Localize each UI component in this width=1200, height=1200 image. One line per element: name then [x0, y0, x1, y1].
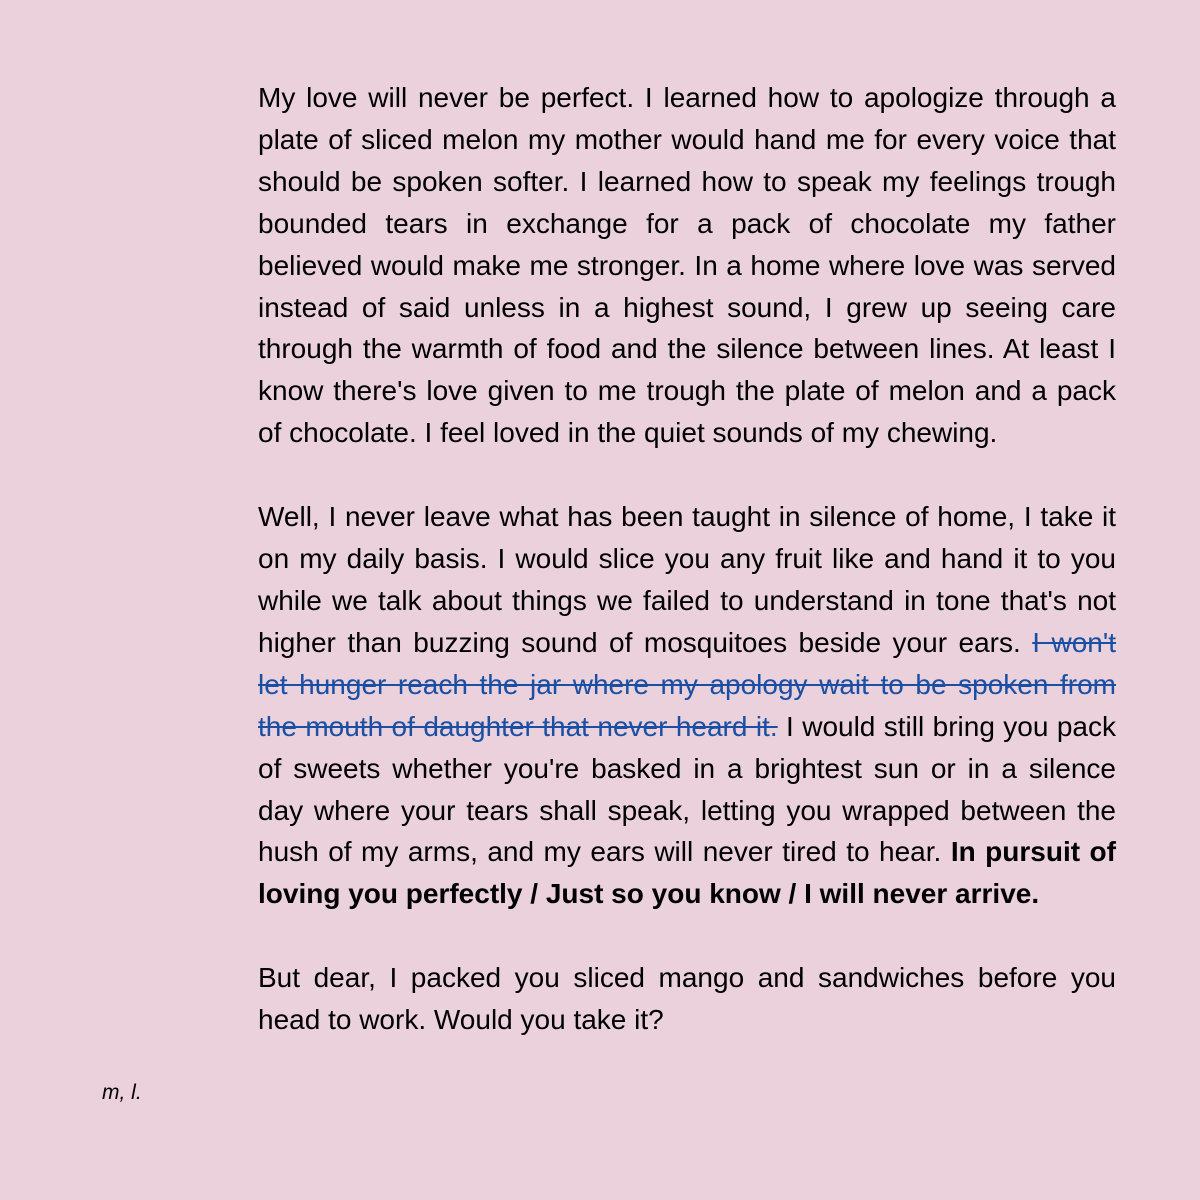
- bold-closing-line: In pursuit of loving you perfectly / Just so you know / I will never arrive.: [258, 836, 1116, 910]
- paragraph-2-opening: Well, I never leave what has been taught in silence of home, I take it on my daily basis. I would slice you any fruit like and hand it to you while we talk about things we failed to understand in tone that's not higher than buzzing sound of mosquitoes beside your ears.: [258, 501, 1116, 658]
- poem-paragraph-3: But dear, I packed you sliced mango and sandwiches before you head to work. Would you take it?: [258, 962, 1116, 1036]
- poem-paragraph-1: My love will never be perfect. I learned how to apologize through a plate of sliced melon my mother would hand me for every voice that should be spoken softer. I learned how to speak my feelings trough bounded tears in exchange for a pack of chocolate my father believed would make me stronger. In a home where love was served instead of said unless in a highest sound, I grew up seeing care through the warmth of food and the silence between lines. At least I know there's love given to me trough the plate of melon and a pack of chocolate. I feel loved in the quiet sounds of my chewing.: [258, 82, 1116, 449]
- poem-body: [258, 77, 1116, 1083]
- struck-through-sentence: I won't let hunger reach the jar where my apology wait to be spoken from the mouth of daughter that never heard it.: [258, 626, 1116, 742]
- paragraph-2-middle: I would still bring you pack of sweets whether you're basked in a brightest sun or in a silence day where your tears shall speak, letting you wrapped between the hush of my arms, and my ears will never tired to hear.: [258, 710, 1116, 868]
- signature: m, l.: [102, 1081, 142, 1104]
- poem-paragraph-2: [258, 496, 1116, 915]
